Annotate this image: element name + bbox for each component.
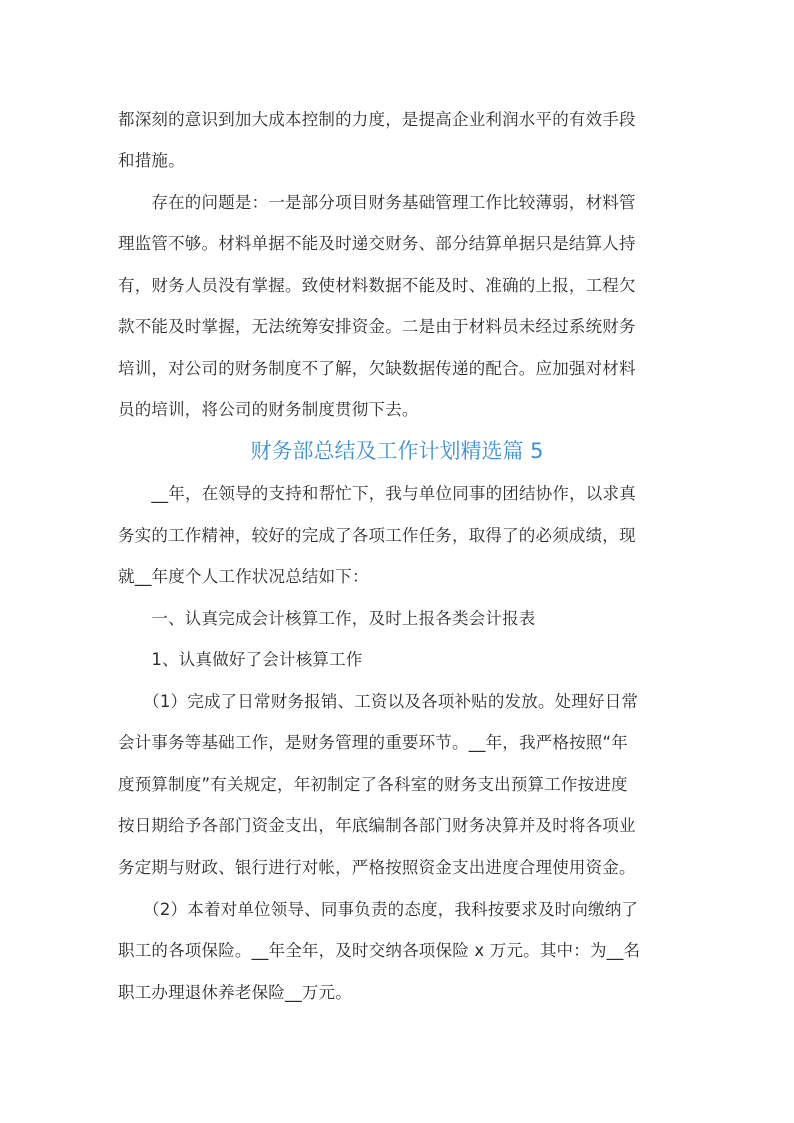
paragraph-line: 务定期与财政、银行进行对帐，严格按照资金支出进度合理使用资金。 xyxy=(118,858,636,877)
paragraph-line: 职工办理退休养老保险__万元。 xyxy=(118,983,352,1002)
paragraph-line: 按日期给予各部门资金支出，年底编制各部门财务决算并及时将各项业 xyxy=(118,816,636,835)
paragraph-line: 有，财务人员没有掌握。致使材料数据不能及时、准确的上报，工程欠 xyxy=(118,276,636,295)
paragraph-line: __年，在领导的支持和帮忙下，我与单位同事的团结协作，以求真 xyxy=(118,484,636,503)
paragraph-line: （1）完成了日常财务报销、工资以及各项补贴的发放。处理好日常 xyxy=(118,692,639,711)
section-heading: 财务部总结及工作计划精选篇 5 xyxy=(250,439,544,463)
paragraph-line: 就__年度个人工作状况总结如下： xyxy=(118,567,369,586)
paragraph-line: 培训，对公司的财务制度不了解，欠缺数据传递的配合。应加强对材料 xyxy=(118,359,636,378)
paragraph-line: 职工的各项保险。__年全年，及时交纳各项保险 x 万元。其中：为__名 xyxy=(118,941,641,960)
paragraph-line: 存在的问题是：一是部分项目财务基础管理工作比较薄弱，材料管 xyxy=(118,193,636,212)
paragraph-line: 都深刻的意识到加大成本控制的力度，是提高企业利润水平的有效手段 xyxy=(118,110,636,129)
paragraph-line: 款不能及时掌握，无法统筹安排资金。二是由于材料员未经过系统财务 xyxy=(118,317,636,336)
paragraph-line: 会计事务等基础工作，是财务管理的重要环节。__年，我严格按照“年 xyxy=(118,733,628,752)
paragraph-line: 和措施。 xyxy=(118,151,185,170)
paragraph-line: 理监管不够。材料单据不能及时递交财务、部分结算单据只是结算人持 xyxy=(118,234,636,253)
paragraph-line: 务实的工作精神，较好的完成了各项工作任务，取得了的必须成绩，现 xyxy=(118,526,636,545)
paragraph-line: （2）本着对单位领导、同事负责的态度，我科按要求及时向缴纳了 xyxy=(118,900,639,919)
subheading-line: 一、认真完成会计核算工作，及时上报各类会计报表 xyxy=(118,609,536,628)
paragraph-line: 员的培训，将公司的财务制度贯彻下去。 xyxy=(118,400,419,419)
paragraph-line: 度预算制度”有关规定，年初制定了各科室的财务支出预算工作按进度 xyxy=(118,775,628,794)
subheading-line: 1、认真做好了会计核算工作 xyxy=(118,650,363,669)
